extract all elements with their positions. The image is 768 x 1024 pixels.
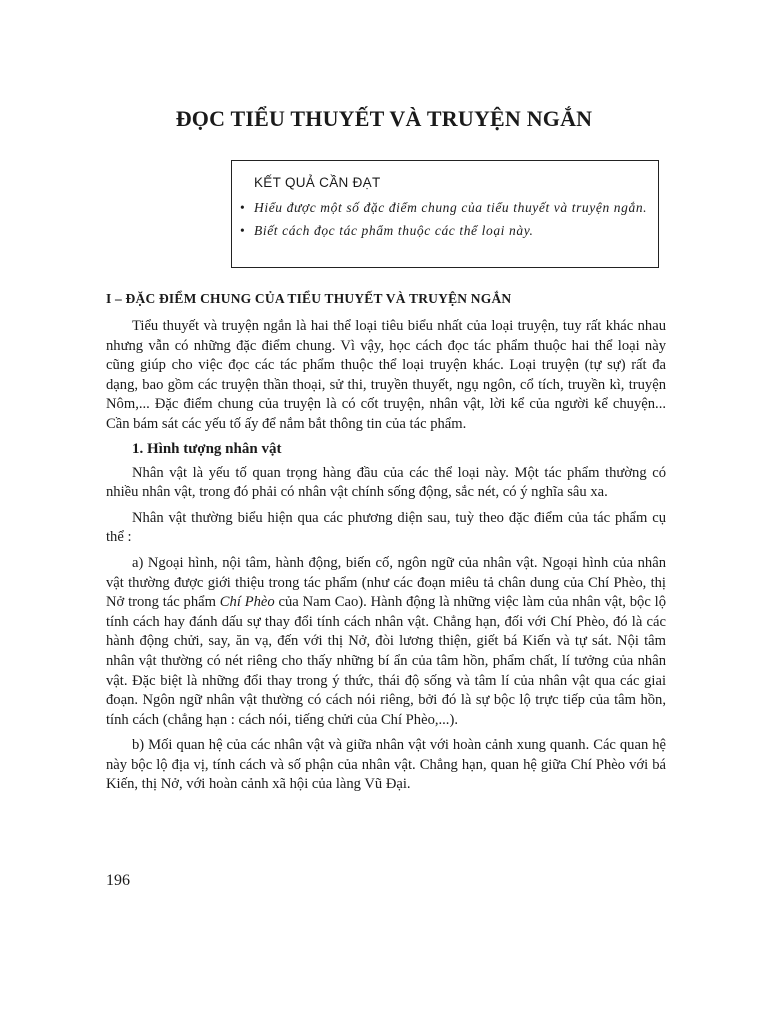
learning-outcome-text: Hiểu được một số đặc điểm chung của tiểu thuyết và truyện ngắn.	[254, 200, 648, 215]
section-heading: I – ĐẶC ĐIỂM CHUNG CỦA TIỂU THUYẾT VÀ TRUYỆN NGẮN	[106, 291, 512, 306]
page-title: ĐỌC TIỂU THUYẾT VÀ TRUYỆN NGẮN	[175, 106, 593, 131]
work-title: Chí Phèo	[219, 594, 275, 611]
learning-outcome-text: Biết cách đọc tác phẩm thuộc các thể loại này.	[254, 223, 534, 238]
character-paragraph-1: Nhân vật là yếu tố quan trọng hàng đầu của các thể loại này. Một tác phẩm thường có nhiều nhân vật, trong đó phải có nhân vật chính sống động, sắc nét, có ý nghĩa sâu xa.	[106, 464, 666, 501]
character-item-a	[106, 554, 666, 730]
learning-outcomes-box	[231, 160, 659, 268]
page-number: 196	[106, 872, 130, 889]
learning-outcomes-heading: KẾT QUẢ CẦN ĐẠT	[254, 175, 381, 190]
bullet-icon: •	[240, 200, 246, 215]
item-a-text-after: của Nam Cao). Hành động là những việc làm của nhân vật, bộc lộ tính cách hay đánh dấu sự thay đổi tính cách nhân vật. Chẳng hạn, đối với Chí Phèo, đó là các hành động chửi, say, ăn vạ, đến với thị Nở, đòi lương thiện, giết bá Kiến và tự sát. Nội tâm nhân vật thường có nét riêng cho thấy những bí ẩn của tâm hồn, phẩm chất, lí tưởng của nhân vật. Đặc biệt là những đổi thay trong ý thức, thái độ sống và tâm lí của nhân vật qua các giai đoạn. Ngôn ngữ nhân vật thường có cách nói riêng, bởi đó là sự bộc lộ trực tiếp của tâm hồn, tính cách (chẳng hạn : cách nói, tiếng chửi của Chí Phèo,...).	[106, 594, 666, 728]
item-a-text-before: a) Ngoại hình, nội tâm, hành động, biến cố, ngôn ngữ của nhân vật. Ngoại hình của nhân vật thường được giới thiệu trong tác phẩm (như các đoạn miêu tả chân dung của Chí Phèo, thị Nở trong tác phẩm	[106, 554, 666, 611]
learning-outcome-item	[232, 198, 648, 217]
character-paragraph-2: Nhân vật thường biểu hiện qua các phương diện sau, tuỳ theo đặc điểm của tác phẩm cụ thể :	[106, 509, 666, 546]
character-item-b: b) Mối quan hệ của các nhân vật và giữa nhân vật với hoàn cảnh xung quanh. Các quan hệ này bộc lộ địa vị, tính cách và số phận của nhân vật. Chẳng hạn, quan hệ giữa Chí Phèo với bá Kiến, thị Nở, với hoàn cảnh xã hội của làng Vũ Đại.	[106, 737, 666, 793]
bullet-icon: •	[240, 223, 246, 238]
subsection-heading: 1. Hình tượng nhân vật	[132, 440, 282, 457]
learning-outcomes-list	[232, 198, 648, 240]
learning-outcome-item	[232, 221, 648, 240]
main-content	[106, 291, 666, 801]
intro-paragraph: Tiểu thuyết và truyện ngắn là hai thể loại tiêu biểu nhất của loại truyện, tuy rất khác nhau nhưng vẫn có những đặc điểm chung. Vì vậy, học cách đọc tác phẩm thuộc hai thể loại này cũng giúp cho việc đọc các tác phẩm thuộc thể loại truyện khác. Loại truyện (tự sự) rất đa dạng, bao gồm các truyện thần thoại, sử thi, truyền thuyết, ngụ ngôn, cổ tích, truyền kì, truyện Nôm,... Đặc điểm chung của truyện là có cốt truyện, nhân vật, lời kể của người kể chuyện... Cần bám sát các yếu tố ấy để nắm bắt thông tin của tác phẩm.	[106, 318, 666, 432]
